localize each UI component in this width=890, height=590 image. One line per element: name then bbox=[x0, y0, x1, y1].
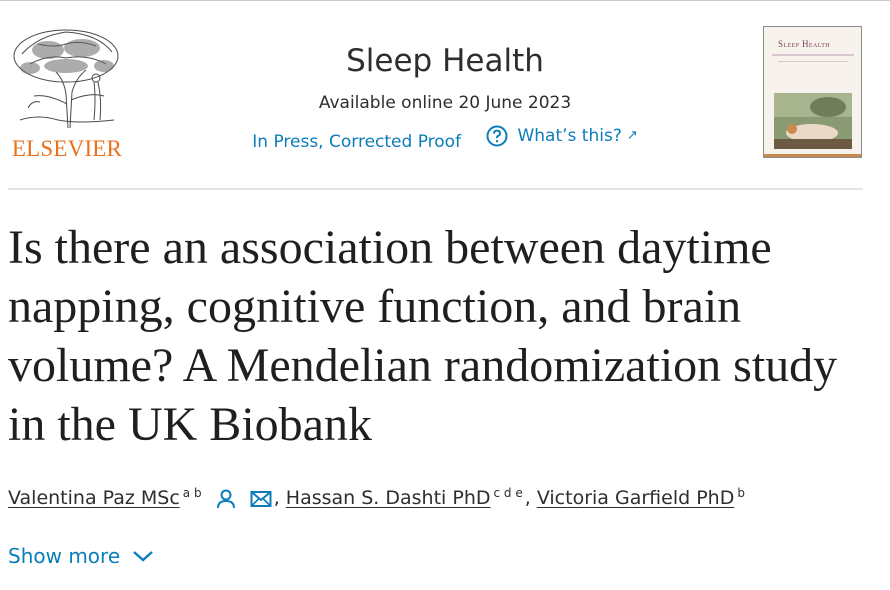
show-more-label: Show more bbox=[8, 544, 121, 568]
author-list bbox=[8, 484, 868, 512]
journal-info bbox=[190, 40, 700, 154]
cover-title: Sleep Health bbox=[778, 39, 830, 49]
author-link[interactable]: Valentina Paz MSc bbox=[8, 487, 180, 509]
cover-footer-bar bbox=[764, 154, 862, 157]
journal-cover[interactable] bbox=[763, 26, 862, 158]
elsevier-logo[interactable] bbox=[8, 24, 126, 160]
author-link[interactable]: Victoria Garfield PhD bbox=[536, 487, 735, 509]
tree-engraving-icon bbox=[8, 24, 126, 132]
journal-title-link[interactable]: Sleep Health bbox=[346, 43, 544, 79]
cover-rule bbox=[778, 61, 848, 62]
whats-this-link[interactable] bbox=[486, 124, 637, 148]
article-title: Is there an association between daytime napping, cognitive function, and brain volume? A Mendelian randomization study in the UK Biobank bbox=[8, 221, 838, 451]
show-more-button[interactable] bbox=[8, 544, 154, 568]
availability-date: Available online 20 June 2023 bbox=[318, 93, 572, 113]
publisher-name: ELSEVIER bbox=[11, 136, 123, 161]
status-row bbox=[190, 124, 700, 154]
question-circle-icon bbox=[486, 125, 508, 147]
whats-this-label: What’s this? bbox=[517, 126, 622, 146]
article-header bbox=[0, 0, 890, 190]
article-status-link[interactable]: In Press, Corrected Proof bbox=[252, 132, 462, 152]
external-link-icon: ↗ bbox=[626, 128, 638, 143]
author-affiliations: a b bbox=[182, 485, 202, 500]
header-divider bbox=[8, 188, 863, 190]
author-affiliations: b bbox=[737, 485, 745, 500]
author-separator: , bbox=[524, 487, 531, 509]
envelope-icon[interactable] bbox=[250, 490, 272, 508]
author-link[interactable]: Hassan S. Dashti PhD bbox=[285, 487, 491, 509]
person-icon[interactable] bbox=[216, 488, 236, 510]
author-affiliations: c d e bbox=[493, 485, 523, 500]
cover-artwork-icon bbox=[774, 93, 852, 149]
cover-rule bbox=[772, 54, 854, 56]
author-separator: , bbox=[273, 487, 280, 509]
chevron-down-icon bbox=[132, 549, 154, 563]
